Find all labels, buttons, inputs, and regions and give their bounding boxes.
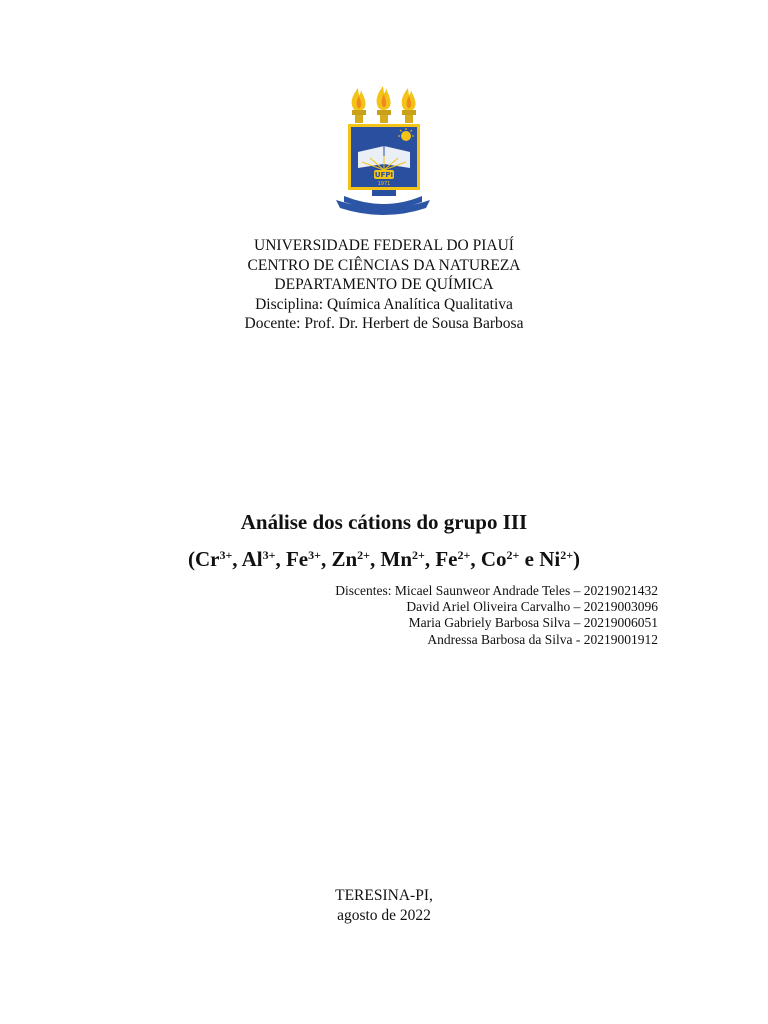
teacher-line: Docente: Prof. Dr. Herbert de Sousa Barbosa <box>244 315 524 332</box>
shield-icon <box>348 124 420 190</box>
ion-co: $Co^{2+}$ e <box>480 547 540 571</box>
students-list <box>335 583 658 648</box>
date-line: agosto de 2022 <box>337 907 431 924</box>
student-line: Discentes: Micael Saunweor Andrade Teles – 20219021432 <box>335 583 658 598</box>
torch-right-icon <box>402 88 416 123</box>
ion-fe2: $Fe^{2+}$, <box>435 547 481 571</box>
center-name: CENTRO DE CIÊNCIAS DA NATUREZA <box>247 256 521 274</box>
institution-header <box>0 236 768 334</box>
ion-al: $Al^{3+}$, <box>241 547 286 571</box>
logo-year: 1971 <box>377 181 391 187</box>
department-name: DEPARTAMENTO DE QUÍMICA <box>274 276 494 293</box>
ion-zn: $Zn^{2+}$, <box>331 547 381 571</box>
document-title: Análise dos cátions do grupo III <box>240 510 528 534</box>
ion-fe3: $Fe^{3+}$, <box>285 547 332 571</box>
torch-left-icon <box>352 88 366 123</box>
subtitle-close-paren: ) <box>573 547 581 571</box>
subtitle-open-paren: ( <box>187 547 195 571</box>
ion-ni: $Ni^{2+}$ <box>539 547 574 571</box>
city-line: TERESINA-PI, <box>335 887 433 904</box>
torch-center-icon <box>377 86 391 123</box>
discipline-line: Disciplina: Química Analítica Qualitativa <box>255 295 513 313</box>
document-subtitle <box>0 544 768 574</box>
ufpi-logo <box>334 84 432 218</box>
ribbon-icon <box>336 190 430 215</box>
ion-mn: $Mn^{2+}$, <box>380 547 436 571</box>
student-line: David Ariel Oliveira Carvalho – 20219003096 <box>406 599 658 615</box>
student-line: Maria Gabriely Barbosa Silva – 20219006051 <box>408 615 658 631</box>
ion-cr: $Cr^{3+}$, <box>194 547 242 571</box>
logo-acronym: UFPI <box>374 171 394 179</box>
student-line: Andressa Barbosa da Silva - 20219001912 <box>427 631 658 647</box>
document-footer <box>0 886 768 926</box>
university-name: UNIVERSIDADE FEDERAL DO PIAUÍ <box>254 237 514 254</box>
